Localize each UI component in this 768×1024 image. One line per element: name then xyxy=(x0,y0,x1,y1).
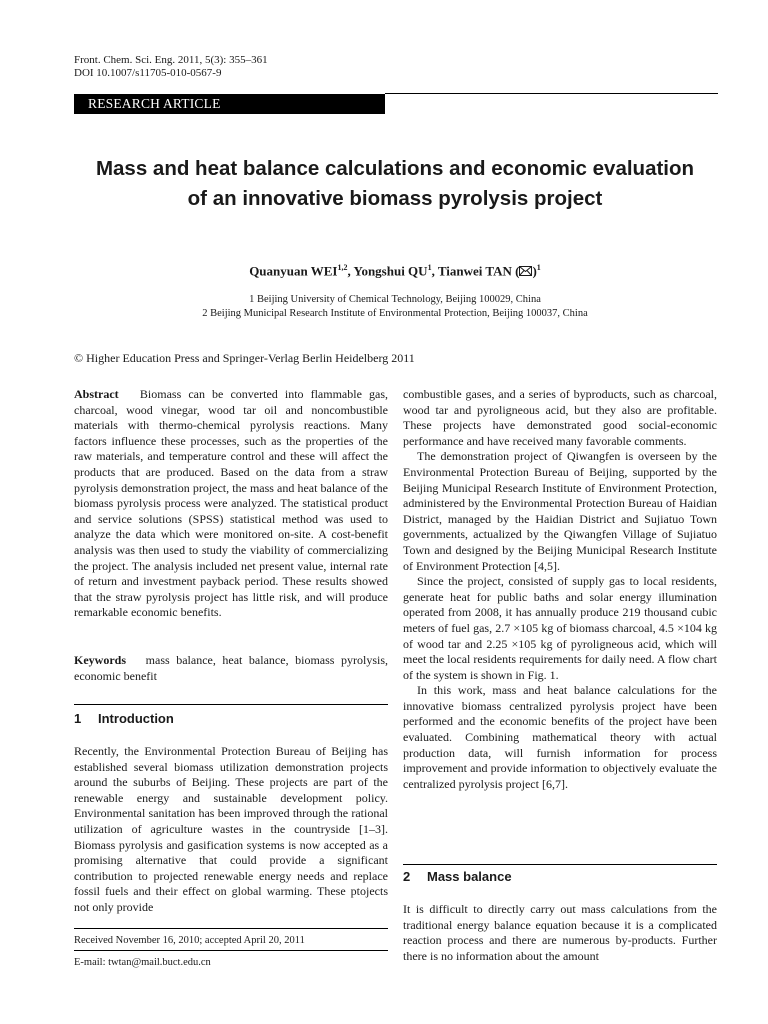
author-1-affil: 1,2 xyxy=(337,263,348,272)
author-sep: , xyxy=(347,263,354,279)
author-3-affil: 1 xyxy=(536,263,541,272)
abstract-text: Biomass can be converted into flammable gas, charcoal, wood vinegar, wood tar oil and noncombustible materials with thermo-chemical pyrolysis reactions. Many factors influence these processes, such as the properties of the raw materials, and temperature control and these will affect the products that are produced. Based on the data from a straw pyrolysis demonstration project, the mass and heat balance of the biomass pyrolysis process were analyzed. The statistical product and service solutions (SPSS) statistical method was used to analyze the data which were monitored on-site. A cost-benefit analysis was then used to study the viability of commercializing the project. The analysis included net present value, internal rate of return and investment payback period. These results showed that the straw pyrolysis project has little risk, and will produce remarkable economic benefits. xyxy=(74,387,388,620)
journal-doi: DOI 10.1007/s11705-010-0567-9 xyxy=(74,67,222,79)
journal-citation: Front. Chem. Sci. Eng. 2011, 5(3): 355–361 xyxy=(74,54,268,66)
author-3-close: ) xyxy=(532,263,537,279)
author-2: Yongshui QU xyxy=(353,263,428,279)
email-text: E-mail: twtan@mail.buct.edu.cn xyxy=(74,957,211,968)
abstract xyxy=(74,387,388,621)
paragraph: The demonstration project of Qiwangfen is overseen by the Environmental Protection Bureau of Beijing, supported by the Beijing Municipal Research Institute of Environment Protection, administered by the Environmental Protection Bureau of Haidian District, managed by the Haidian District and Sujiatuo Town governments, actualized by the Qiwangfen Village of Sujiatuo Town and designed by the Beijing Municipal Research Institute of Environment Protection [4,5]. xyxy=(403,449,717,573)
footnote-rule xyxy=(74,928,388,929)
author-3: Tianwei TAN ( xyxy=(437,263,520,279)
section-title: Introduction xyxy=(98,711,174,726)
intro-paragraph xyxy=(74,744,388,916)
email-note xyxy=(74,957,211,968)
mass-balance-text: It is difficult to directly carry out mass calculations from the traditional energy balance equation because it is a complicated reaction process and there are numerous by-products. Further there is no information about the amount xyxy=(403,902,717,963)
right-column-text xyxy=(403,387,717,792)
affiliation-2: 2 Beijing Municipal Research Institute of Environmental Protection, Beijing 100037, China xyxy=(202,308,588,319)
section-number: 2 xyxy=(403,869,411,884)
section-heading-mass-balance xyxy=(403,869,512,884)
footnote-rule xyxy=(74,950,388,951)
title-line-1: Mass and heat balance calculations and economic evaluation xyxy=(95,157,695,180)
author-2-affil: 1 xyxy=(427,263,432,272)
mass-balance-paragraph xyxy=(403,902,717,964)
section-number: 1 xyxy=(74,711,82,726)
abstract-label: Abstract xyxy=(74,387,119,401)
author-list xyxy=(0,263,768,280)
author-1: Quanyuan WEI xyxy=(249,263,338,279)
keywords-text: mass balance, heat balance, biomass pyrolysis, economic benefit xyxy=(74,653,389,683)
section-title: Mass balance xyxy=(427,869,512,884)
envelope-icon xyxy=(519,264,532,280)
received-date: Received November 16, 2010; accepted April 20, 2011 xyxy=(74,935,305,946)
section-rule xyxy=(74,704,388,705)
paper-title xyxy=(60,154,730,214)
author-sep: , xyxy=(431,263,438,279)
paragraph: Since the project, consisted of supply gas to local residents, generate heat for public baths and solar energy illumination operated from 2008, it has annually produce 219 thousand cubic meters of fuel gas, 2.7 ×105 kg of biomass charcoal, 4.5 ×104 kg of wood tar and 2.25 ×105 kg of pyroligneous acid, which will meet the local residents requirements for daily need. A flow chart of the system is shown in Fig. 1. xyxy=(403,574,717,682)
affiliation-1: 1 Beijing University of Chemical Technology, Beijing 100029, China xyxy=(249,294,541,305)
article-type-banner: RESEARCH ARTICLE xyxy=(74,94,385,114)
title-line-2: of an innovative biomass pyrolysis project xyxy=(187,187,603,210)
copyright-line: © Higher Education Press and Springer-Verlag Berlin Heidelberg 2011 xyxy=(74,351,415,365)
paragraph: combustible gases, and a series of byproducts, such as charcoal, wood tar and pyroligneous acid, but they also are profitable. These projects have demonstrated good social-economic performance and have received many favorable comments. xyxy=(403,387,717,448)
intro-text: Recently, the Environmental Protection Bureau of Beijing has established several biomass utilization demonstration projects around the suburbs of Beijing. These projects are part of the renewable energy and sustainable development policy. Environmental sanitation has been improved through the rational utilization of agriculture wastes in the countryside [1–3]. Biomass pyrolysis and gasification systems is now accepted as a promising alternative that could provide a significant contribution to projected renewable energy needs and replace fossil fuels and their effect on global warming. These ptojects not only provide xyxy=(74,744,388,914)
journal-info xyxy=(74,54,268,80)
keywords-label: Keywords xyxy=(74,653,126,667)
section-rule xyxy=(403,864,717,865)
keywords xyxy=(74,653,388,684)
header-rule xyxy=(385,93,718,94)
paragraph: In this work, mass and heat balance calculations for the innovative biomass centralized pyrolysis project have been performed and the economic benefits of the project have been evaluated. Combining mathematical theory with actual production data, will furnish information for process improvement and provide information to objectively evaluate the centralized pyrolysis project [6,7]. xyxy=(403,683,717,791)
section-heading-introduction xyxy=(74,711,174,726)
